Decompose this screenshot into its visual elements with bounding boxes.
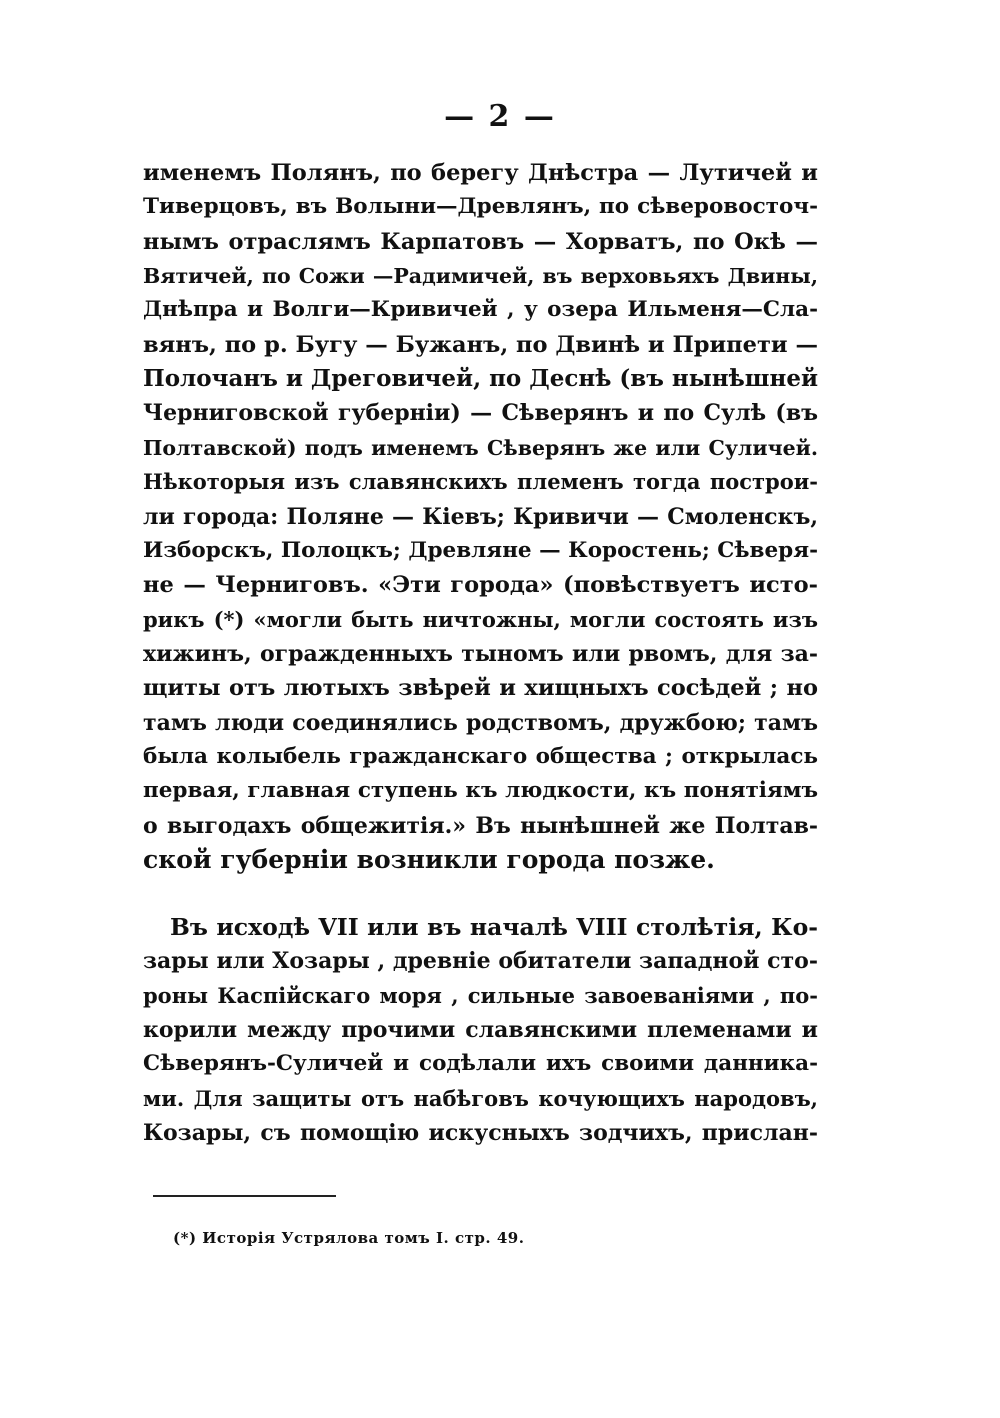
text-line: Тиверцовъ, въ Волыни—Древлянъ, по сѣверовосточ-	[143, 194, 818, 219]
text-line: Козары, съ помощію искусныхъ зодчихъ, прислан-	[143, 1120, 818, 1146]
text-line: ской губерніи возникли города позже.	[143, 845, 715, 874]
text-line: была колыбель гражданскаго общества ; открылась	[143, 744, 818, 769]
text-line: корили между прочими славянскими племенами и	[143, 1017, 818, 1043]
text-line: щиты отъ лютыхъ звѣрей и хищныхъ сосѣдей ; но	[143, 675, 818, 701]
text-line: не — Черниговъ. «Эти города» (повѣствуетъ исто-	[143, 572, 818, 598]
text-line: вянъ, по р. Бугу — Бужанъ, по Двинѣ и Припети —	[143, 332, 818, 358]
text-line: тамъ люди соединялись родствомъ, дружбою; тамъ	[143, 710, 818, 736]
text-line: Нѣкоторыя изъ славянскихъ племенъ тогда построи-	[143, 469, 818, 494]
text-line: ми. Для защиты отъ набѣговъ кочующихъ народовъ,	[143, 1086, 818, 1111]
text-line: роны Каспійскаго моря , сильные завоеваніями , по-	[143, 983, 818, 1008]
text-line: Изборскъ, Полоцкъ; Древляне — Коростень; Сѣверя-	[143, 538, 818, 563]
text-line: Полтавской) подъ именемъ Сѣверянъ же или Суличей.	[143, 436, 818, 460]
footnote: (*) Исторія Устрялова томъ I. стр. 49.	[173, 1229, 525, 1247]
text-line: рикъ (*) «могли быть ничтожны, могли состоять изъ	[143, 607, 818, 632]
text-line: о выгодахъ общежитія.» Въ нынѣшней же Полтав-	[143, 813, 818, 839]
text-line: Черниговской губерніи) — Сѣверянъ и по Сулѣ (въ	[143, 400, 818, 426]
page-number: — 2 —	[444, 99, 556, 134]
text-line: Сѣверянъ-Суличей и содѣлали ихъ своими данника-	[143, 1051, 818, 1076]
text-line: нымъ отраслямъ Карпатовъ — Хорватъ, по Окѣ —	[143, 229, 818, 255]
text-line: Въ исходѣ VII или въ началѣ VIII столѣтія, Ко-	[170, 913, 818, 941]
text-line: Днѣпра и Волги—Кривичей , у озера Ильменя—Сла-	[143, 297, 818, 322]
text-line: зары или Хозары , древніе обитатели западной сто-	[143, 948, 818, 974]
footnote-divider	[153, 1195, 336, 1197]
text-line: хижинъ, огражденныхъ тыномъ или рвомъ, для за-	[143, 641, 818, 667]
text-line: первая, главная ступень къ людкости, къ понятіямъ	[143, 778, 818, 803]
text-line: Полочанъ и Дреговичей, по Деснѣ (въ нынѣшней	[143, 365, 818, 392]
text-line: ли города: Поляне — Кіевъ; Кривичи — Смоленскъ,	[143, 504, 818, 530]
text-line: именемъ Полянъ, по берегу Днѣстра — Лутичей и	[143, 160, 818, 186]
text-line: Вятичей, по Сожи —Радимичей, въ верховьяхъ Двины,	[143, 264, 818, 288]
